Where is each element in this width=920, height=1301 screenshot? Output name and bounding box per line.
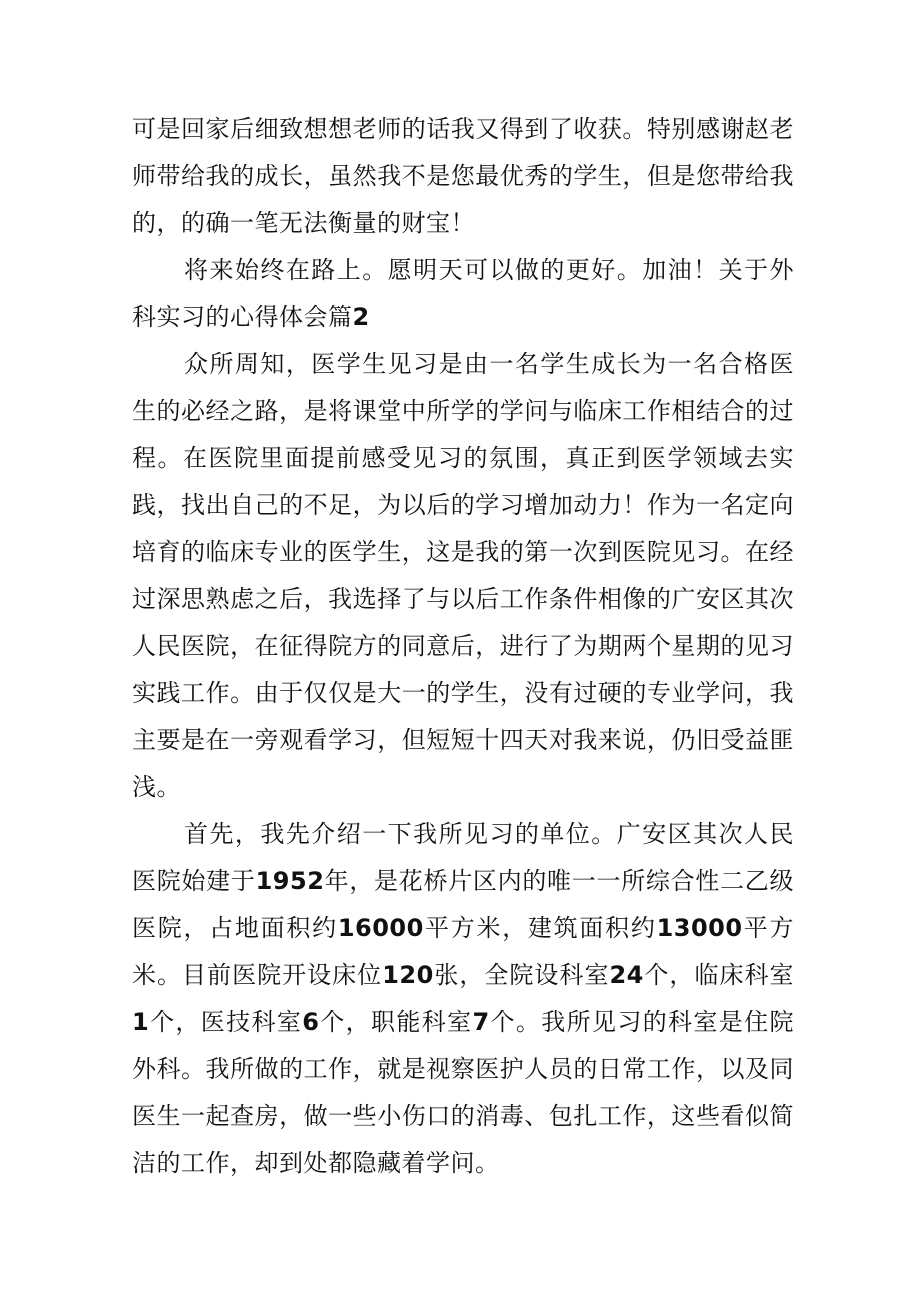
paragraph-hospital-info: 首先，我先介绍一下我所见习的单位。广安区其次人民医院始建于1952年，是花桥片区内的唯一一所综合性二乙级医院，占地面积约16000平方米，建筑面积约13000平方米。目前医院开设床位120张，全院设科室24个，临床科室1个，医技科室6个，职能科室7个。我所见习的科室是住院外科。我所做的工作，就是视察医护人员的日常工作，以及同医生一起查房，做一些小伤口的消毒、包扎工作，这些看似简洁的工作，却到处都隐藏着学问。 bbox=[132, 820, 795, 1177]
document-body bbox=[132, 106, 794, 1187]
paragraph-future: 将来始终在路上。愿明天可以做的更好。加油！关于外科实习的心得体会篇2 bbox=[132, 256, 794, 331]
paragraph-introduction: 众所周知，医学生见习是由一名学生成长为一名合格医生的必经之路，是将课堂中所学的学问与临床工作相结合的过程。在医院里面提前感受见习的氛围，真正到医学领域去实践，找出自己的不足，为以后的学习增加动力！作为一名定向培育的临床专业的医学生，这是我的第一次到医院见习。在经过深思熟虑之后，我选择了与以后工作条件相像的广安区其次人民医院，在征得院方的同意后，进行了为期两个星期的见习实践工作。由于仅仅是大一的学生，没有过硬的专业学问，我主要是在一旁观看学习，但短短十四天对我来说，仍旧受益匪浅。 bbox=[132, 350, 794, 801]
paragraph-continuation: 可是回家后细致想想老师的话我又得到了收获。特别感谢赵老师带给我的成长，虽然我不是您最优秀的学生，但是您带给我的，的确一笔无法衡量的财宝！ bbox=[132, 115, 794, 237]
